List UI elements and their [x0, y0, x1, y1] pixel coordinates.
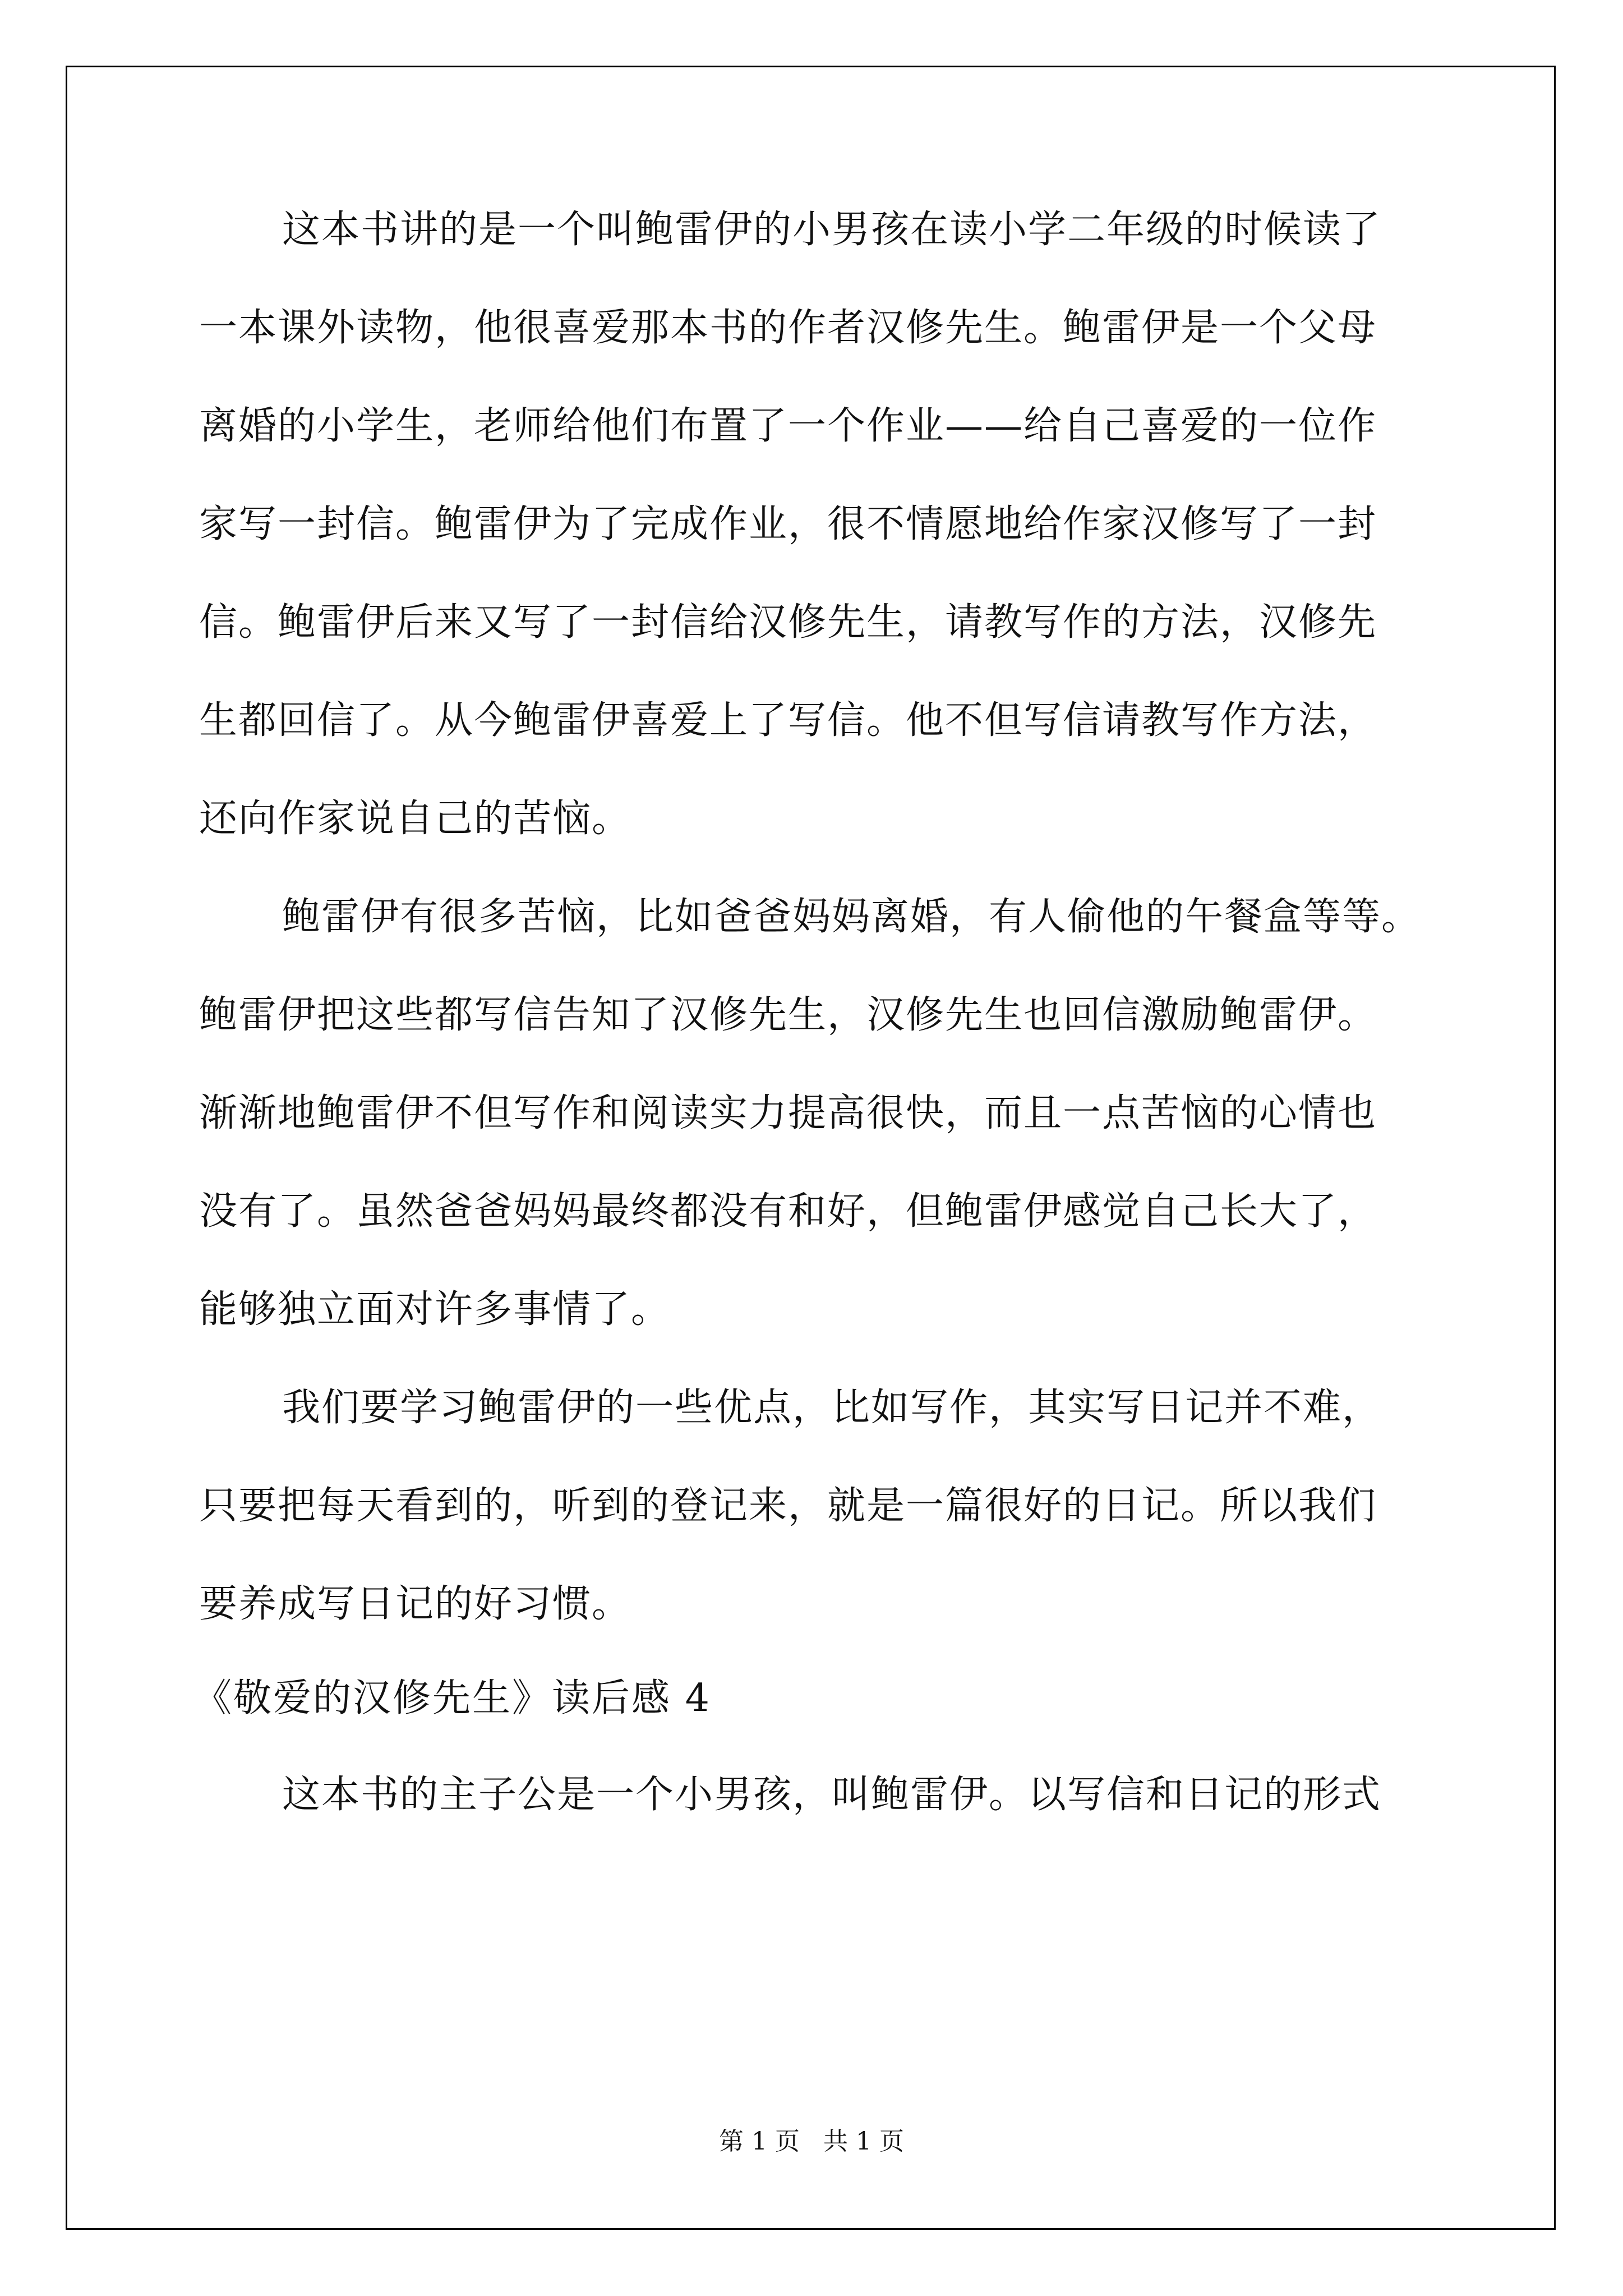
- paragraph-2-line-3: 渐渐地鲍雷伊不但写作和阅读实力提高很快，而且一点苦恼的心情也: [199, 1091, 1377, 1135]
- section-heading: 《敬爱的汉修先生》读后感 4: [193, 1676, 711, 1720]
- paragraph-2-line-5: 能够独立面对许多事情了。: [199, 1287, 671, 1332]
- paragraph-4-line-1: 这本书的主子公是一个小男孩，叫鲍雷伊。以写信和日记的形式: [282, 1773, 1382, 1817]
- paragraph-1-line-4: 家写一封信。鲍雷伊为了完成作业，很不情愿地给作家汉修写了一封: [199, 502, 1377, 546]
- paragraph-3-line-1: 我们要学习鲍雷伊的一些优点，比如写作，其实写日记并不难，: [282, 1386, 1382, 1430]
- paragraph-2-line-4: 没有了。虽然爸爸妈妈最终都没有和好，但鲍雷伊感觉自己长大了，: [199, 1189, 1377, 1234]
- paragraph-2-line-1: 鲍雷伊有很多苦恼，比如爸爸妈妈离婚，有人偷他的午餐盒等等。: [282, 895, 1421, 939]
- paragraph-1-line-2: 一本课外读物，他很喜爱那本书的作者汉修先生。鲍雷伊是一个父母: [199, 306, 1377, 350]
- paragraph-1-line-7: 还向作家说自己的苦恼。: [199, 797, 631, 841]
- paragraph-1-line-1: 这本书讲的是一个叫鲍雷伊的小男孩在读小学二年级的时候读了: [282, 208, 1382, 252]
- paragraph-2-line-2: 鲍雷伊把这些都写信告知了汉修先生，汉修先生也回信激励鲍雷伊。: [199, 993, 1377, 1037]
- paragraph-3-line-2: 只要把每天看到的，听到的登记来，就是一篇很好的日记。所以我们: [199, 1484, 1377, 1528]
- page-footer: 第 1 页 共 1 页: [719, 2127, 904, 2156]
- paragraph-1-line-6: 生都回信了。从今鲍雷伊喜爱上了写信。他不但写信请教写作方法，: [199, 698, 1377, 743]
- paragraph-3-line-3: 要养成写日记的好习惯。: [199, 1582, 631, 1626]
- page-border: [66, 66, 1556, 2230]
- paragraph-1-line-3: 离婚的小学生，老师给他们布置了一个作业——给自己喜爱的一位作: [199, 404, 1377, 448]
- paragraph-1-line-5: 信。鲍雷伊后来又写了一封信给汉修先生，请教写作的方法，汉修先: [199, 600, 1377, 645]
